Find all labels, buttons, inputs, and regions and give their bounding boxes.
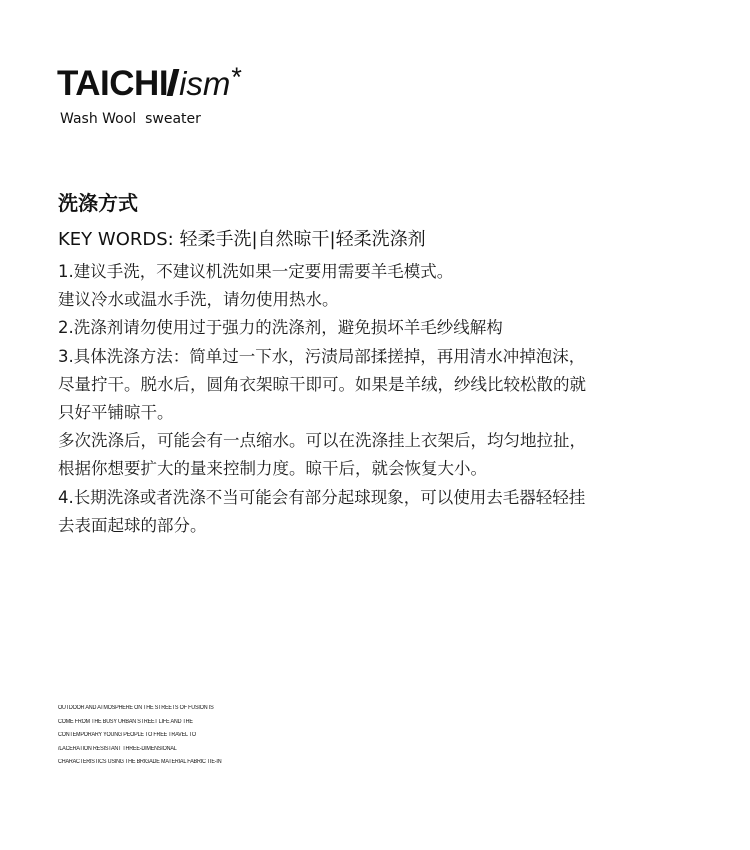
instruction-line: 4.长期洗涤或者洗涤不当可能会有部分起球现象，可以使用去毛器轻轻挂	[58, 487, 586, 507]
section-title: 洗涤方式	[58, 191, 138, 215]
instruction-line: 只好平铺晾干。	[58, 403, 174, 423]
instruction-line: 尽量拧干。脱水后，圆角衣架晾干即可。如果是羊绒，纱线比较松散的就	[58, 374, 586, 394]
instruction-line: 建议冷水或温水手洗，请勿使用热水。	[58, 290, 339, 310]
footer-line: CHARACTERISTICS USING THE BRIGADE MATERIAL FABRIC TIE-IN	[58, 759, 222, 765]
footer-line: /LACERATION RESISTANT THREE-DIMENSIONAL	[58, 745, 177, 752]
brand-tagline: Wash Wool sweater	[60, 111, 201, 127]
instruction-line: 去表面起球的部分。	[58, 515, 207, 535]
footer-text	[58, 702, 240, 770]
instruction-line: 3.具体洗涤方法：简单过一下水，污渍局部揉搓掉，再用清水冲掉泡沫，	[58, 346, 586, 366]
footer-line: OUTDOOR AND ATMOSPHERE ON THE STREETS OF FUSION IS	[58, 705, 214, 711]
instruction-line: 2.洗涤剂请勿使用过于强力的洗涤剂，避免损坏羊毛纱线解构	[58, 318, 503, 338]
logo-wordmark-bold: TAICHI	[57, 64, 169, 103]
instruction-line: 1.建议手洗，不建议机洗如果一定要用需要羊毛模式。	[58, 262, 454, 281]
logo-star-icon: *	[231, 62, 242, 92]
care-instructions	[58, 258, 703, 540]
keywords-line: KEY WORDS: 轻柔手洗|自然晾干|轻柔洗涤剂	[58, 229, 426, 250]
footer-line: CONTEMPORARY YOUNG PEOPLE TO FREE TRAVEL TO	[58, 732, 196, 738]
logo-slash-mark	[167, 69, 180, 96]
instruction-line: 多次洗涤后，可能会有一点缩水。可以在洗涤挂上衣架后，均匀地拉扯，	[58, 431, 586, 451]
brand-logo	[57, 62, 242, 103]
footer-line: COME FROM THE BUSY URBAN STREET LIFE AND THE	[58, 718, 193, 725]
logo-wordmark-light: ism	[179, 65, 231, 102]
instruction-line: 根据你想要扩大的量来控制力度。晾干后，就会恢复大小。	[58, 459, 487, 479]
